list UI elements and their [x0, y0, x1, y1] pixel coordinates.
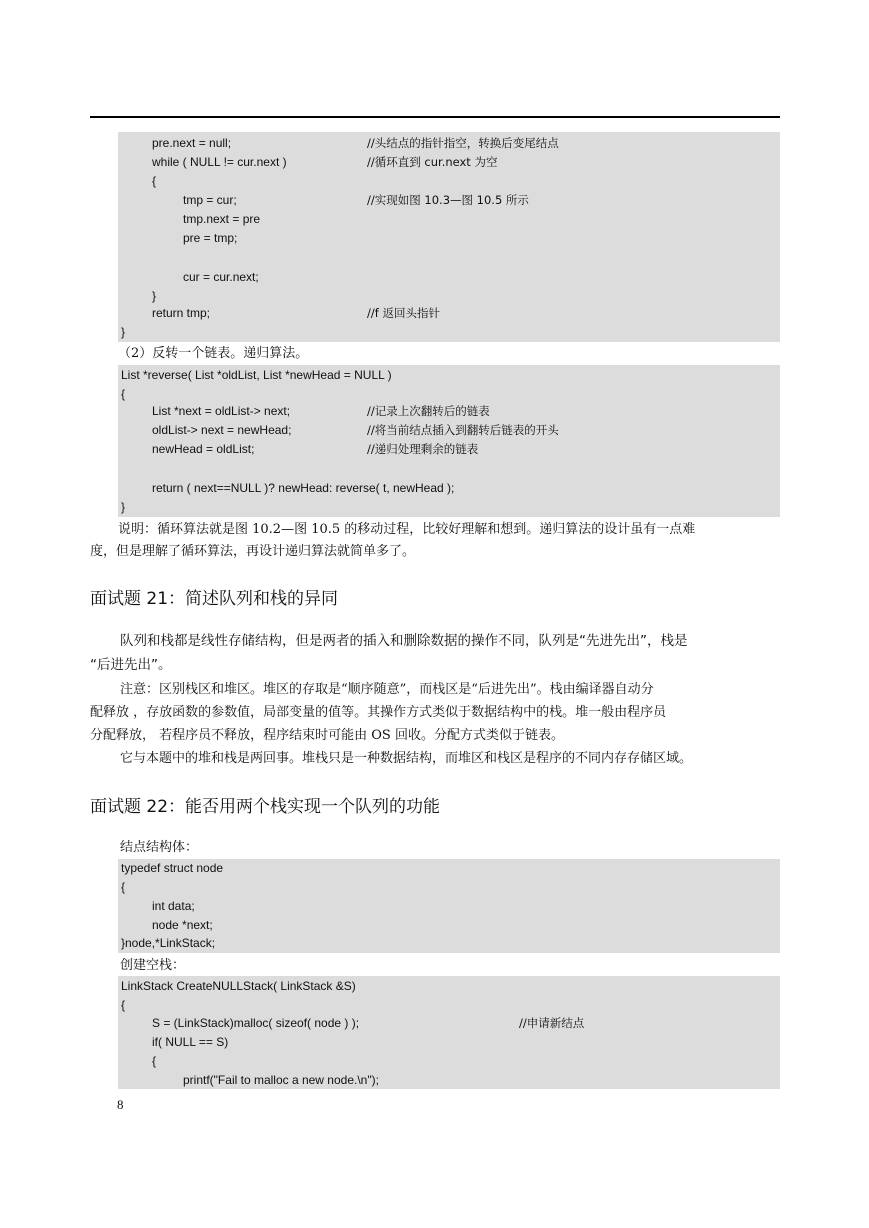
code-line: {	[152, 174, 157, 188]
code-line: newHead = oldList;	[152, 442, 255, 456]
node-struct-label: 结点结构体：	[120, 840, 199, 855]
question-21-title: 面试题 21：简述队列和栈的异同	[90, 589, 339, 609]
q21-paragraph-line: 队列和栈都是线性存储结构，但是两者的插入和删除数据的操作不同，队列是“先进先出”，栈是	[120, 633, 688, 649]
code-line: printf("Fail to malloc a new node.\n");	[183, 1073, 379, 1087]
code-line: {	[152, 1054, 157, 1068]
code-line: cur = cur.next;	[183, 270, 259, 284]
page-number: 8	[117, 1097, 124, 1112]
code-line: tmp.next = pre	[183, 212, 261, 226]
code-line: return tmp;	[152, 306, 211, 320]
code-line: typedef struct node	[121, 861, 224, 875]
code-line: return ( next==NULL )? newHead: reverse( t, newHead );	[152, 481, 455, 495]
code-line: }	[152, 289, 157, 303]
code-comment: //头结点的指针指空，转换后变尾结点	[367, 136, 559, 150]
code-line: {	[121, 880, 126, 894]
code-comment: //申请新结点	[519, 1016, 585, 1030]
create-stack-label: 创建空栈：	[120, 958, 186, 973]
code-line: {	[121, 387, 126, 401]
code-line: List *next = oldList-> next;	[152, 404, 291, 418]
code-line: oldList-> next = newHead;	[152, 423, 292, 437]
code-block-node-struct	[118, 859, 780, 953]
code-comment: //循环直到 cur.next 为空	[367, 155, 498, 169]
code-comment: //递归处理剩余的链表	[367, 442, 479, 456]
q21-note-line: 配释放 ，存放函数的参数值，局部变量的值等。其操作方式类似于数据结构中的栈。堆一般由程序员	[90, 705, 667, 720]
code-line: {	[121, 998, 126, 1012]
question-22-title: 面试题 22：能否用两个栈实现一个队列的功能	[90, 797, 441, 817]
code-line: while ( NULL != cur.next )	[152, 155, 287, 169]
code-line: if( NULL == S)	[152, 1035, 229, 1049]
code-line: pre = tmp;	[183, 231, 238, 245]
explanation-line: 说明：循环算法就是图 10.2—图 10.5 的移动过程，比较好理解和想到。递归算法的设计虽有一点难	[118, 522, 696, 537]
code-comment: //记录上次翻转后的链表	[367, 404, 490, 418]
code-comment: //f 返回头指针	[367, 306, 440, 320]
code-block-recursive	[118, 365, 780, 517]
subheading-recursive: （2）反转一个链表。递归算法。	[118, 346, 309, 361]
code-line: }	[121, 500, 126, 514]
q21-note-line: 分配释放， 若程序员不释放，程序结束时可能由 OS 回收。分配方式类似于链表。	[90, 728, 564, 743]
code-line: LinkStack CreateNULLStack( LinkStack &S)	[121, 979, 356, 993]
explanation-line: 度，但是理解了循环算法，再设计递归算法就简单多了。	[90, 544, 416, 559]
code-line: tmp = cur;	[183, 193, 237, 207]
q21-note-line: 它与本题中的堆和栈是两回事。堆栈只是一种数据结构，而堆区和栈区是程序的不同内存存储区域。	[120, 751, 693, 766]
header-rule	[90, 116, 780, 118]
code-line: S = (LinkStack)malloc( sizeof( node ) );	[152, 1016, 360, 1030]
q21-paragraph-line: “后进先出”。	[90, 657, 172, 673]
code-line: List *reverse( List *oldList, List *newHead = NULL )	[121, 368, 392, 382]
code-block-iterative	[118, 132, 780, 342]
code-comment: //实现如图 10.3—图 10.5 所示	[367, 193, 529, 207]
code-line: }	[121, 325, 126, 339]
code-line: node *next;	[152, 918, 213, 932]
code-line: }node,*LinkStack;	[121, 936, 216, 950]
code-line: pre.next = null;	[152, 136, 232, 150]
code-block-create-stack	[118, 976, 780, 1089]
code-comment: //将当前结点插入到翻转后链表的开头	[367, 423, 559, 437]
q21-note-line: 注意：区别栈区和堆区。堆区的存取是“顺序随意”，而栈区是“后进先出”。栈由编译器自动分	[120, 682, 654, 697]
code-line: int data;	[152, 899, 195, 913]
